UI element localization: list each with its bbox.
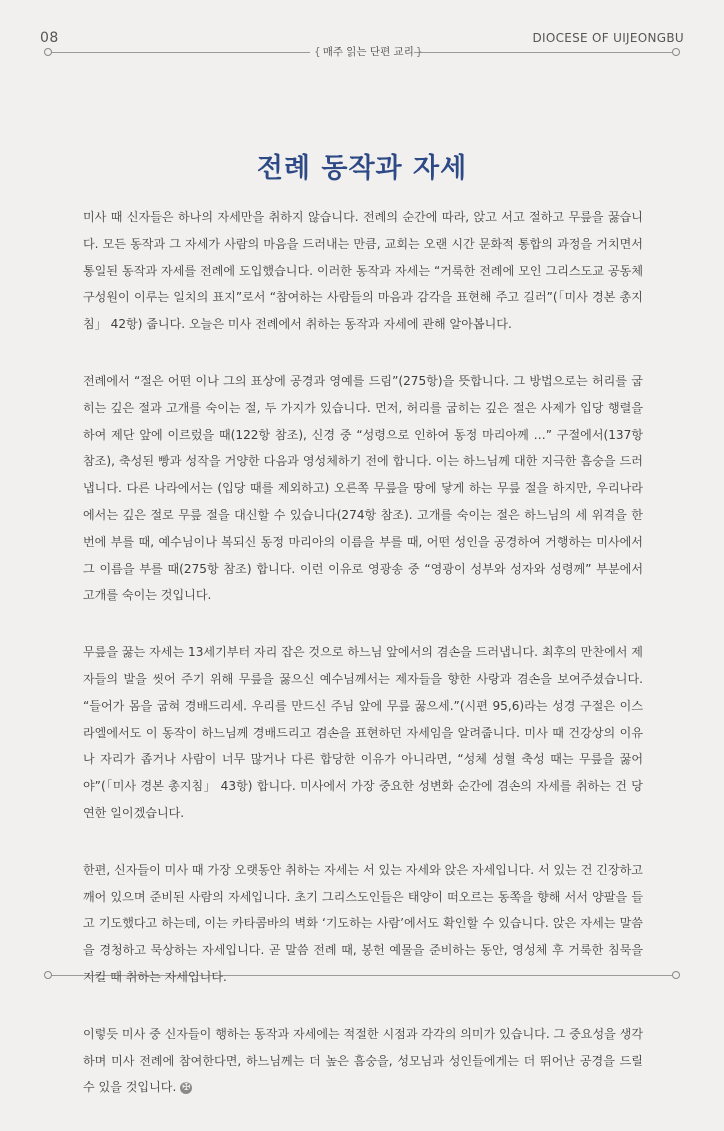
paragraph: 전례에서 “절은 어떤 이나 그의 표상에 공경과 영예를 드림”(275항)을 뜻합니다. 그 방법으로는 허리를 굽히는 깊은 절과 고개를 숙이는 절, 두 가지가 있습니다. 먼저, 허리를 굽히는 깊은 절은 사제가 입당 행렬을 하여 제단 앞에 이르렀을 때(122항 참조), 신경 중 “성령으로 인하여 동정 마리아께 …” 구절에서(137항 참조), 축성된 빵과 성작을 거양한 다음과 영성체하기 전에 합니다. 이는 하느님께 대한 지극한 흠숭을 드러냅니다. 다른 나라에서는 (입당 때를 제외하고) 오른쪽 무릎을 땅에 닿게 하는 무릎 절을 하지만, 우리나라에서는 깊은 절로 무릎 절을 대신할 수 있습니다(274항 참조). 고개를 숙이는 절은 하느님의 세 위격을 한 번에 부를 때, 예수님이나 복되신 동정 마리아의 이름을 부를 때, 어떤 성인을 공경하여 거행하는 미사에서 그 이름을 부를 때(275항 참조) 합니다. 이런 이유로 영광송 중 “영광이 성부와 성자와 성령께” 부분에서 고개를 숙이는 것입니다. [83,373,643,603]
cross-circle-icon: ✠ [182,1081,191,1093]
paragraph: 한편, 신자들이 미사 때 가장 오랫동안 취하는 자세는 서 있는 자세와 앉은 자세입니다. 서 있는 건 긴장하고 깨어 있으며 준비된 사람의 자세입니다. 초기 그리스도인들은 태양이 떠오르는 동쪽을 향해 서서 양팔을 들고 기도했다고 하는데, 이는 카타콤바의 벽화 ‘기도하는 사람’에서도 확인할 수 있습니다. 앉은 자세는 말씀을 경청하고 묵상하는 자세입니다. 곧 말씀 전례 때, 봉헌 예물을 준비하는 동안, 영성체 후 거룩한 침묵을 지킬 때 취하는 자세입니다. [83,862,643,984]
bracket-right-icon: } [415,46,423,58]
corner-dot [672,48,680,56]
page-number: 08 [40,30,59,46]
header-rule-right [414,52,676,53]
series-title [312,44,423,59]
publication-name: DIOCESE OF UIJEONGBU [532,31,684,45]
series-title-text: 매주 읽는 단편 교리 [322,46,414,58]
article-title: 전례 동작과 자세 [256,153,468,185]
article-body [83,204,643,1131]
paragraph-text: 이렇듯 미사 중 신자들이 행하는 동작과 자세에는 적절한 시점과 각각의 의미가 있습니다. 그 중요성을 생각하며 미사 전례에 참여한다면, 하느님께는 더 높은 흠숭을, 성모님과 성인들에게는 더 뛰어난 공경을 드릴 수 있을 것입니다. [83,1026,644,1095]
paragraph-last [83,1021,643,1101]
paragraph: 무릎을 꿇는 자세는 13세기부터 자리 잡은 것으로 하느님 앞에서의 겸손을 드러냅니다. 최후의 만찬에서 제자들의 발을 씻어 주기 위해 무릎을 꿇으신 예수님께서는 제자들을 향한 사랑과 겸손을 보여주셨습니다. “들어가 몸을 굽혀 경배드리세. 우리를 만드신 주님 앞에 무릎 꿇으세.”(시편 95,6)라는 성경 구절은 이스라엘에서도 이 동작이 하느님께 경배드리고 겸손을 표현하던 자세임을 알려줍니다. 미사 때 건강상의 이유나 자리가 좁거나 사람이 너무 많거나 다른 합당한 이유가 아니라면, “성체 성혈 축성 때는 무릎을 꿇어야”(「미사 경본 총지침」 43항) 합니다. 미사에서 가장 중요한 성변화 순간에 겸손의 자세를 취하는 건 당연한 일이겠습니다. [83,645,643,820]
corner-dot [44,48,52,56]
paragraph: 미사 때 신자들은 하나의 자세만을 취하지 않습니다. 전례의 순간에 따라, 앉고 서고 절하고 무릎을 꿇습니다. 모든 동작과 그 자세가 사람의 마음을 드러내는 만큼, 교회는 오랜 시간 문화적 통합의 과정을 거치면서 통일된 동작과 자세를 전례에 도입했습니다. 이러한 동작과 자세는 “거룩한 전례에 모인 그리스도교 공동체 구성원이 이루는 일치의 표지”로서 “참여하는 사람들의 마음과 감각을 표현해 주고 길러”(「미사 경본 총지침」 42항) 줍니다. 오늘은 미사 전례에서 취하는 동작과 자세에 관해 알아봅니다. [83,210,643,332]
corner-dot [672,971,680,979]
header-rule-left [48,52,310,53]
bracket-left-icon: { [314,46,321,58]
corner-dot [44,971,52,979]
